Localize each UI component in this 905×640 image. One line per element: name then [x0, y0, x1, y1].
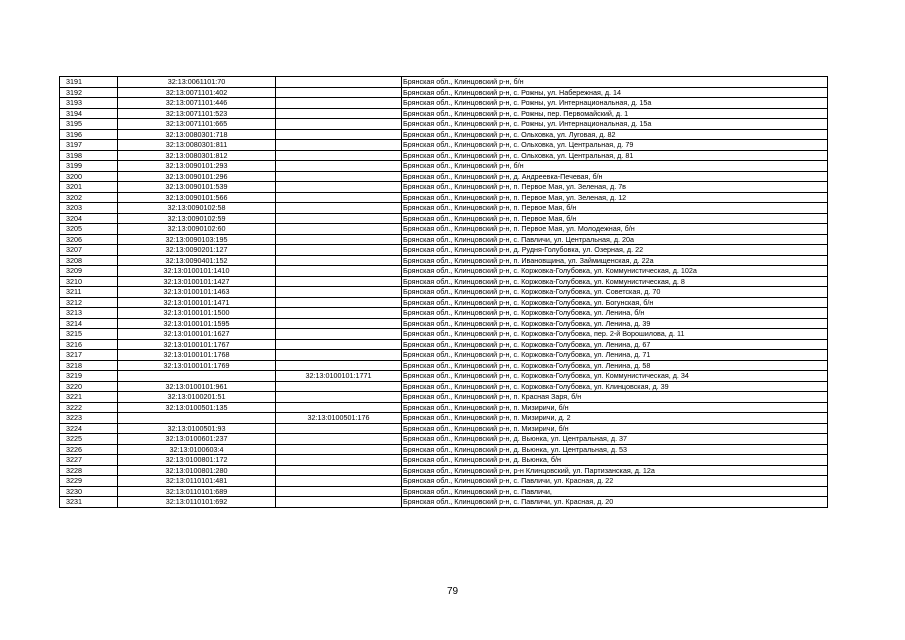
- cadastral-number-cell: 32:13:0110101:689: [118, 486, 276, 497]
- table-row: [60, 98, 828, 109]
- row-number-cell: 3209: [60, 266, 118, 277]
- secondary-cadastral-number-cell: [276, 119, 402, 130]
- secondary-cadastral-number-cell: [276, 255, 402, 266]
- table-row: [60, 140, 828, 151]
- row-number-cell: 3221: [60, 392, 118, 403]
- table-row: [60, 276, 828, 287]
- row-number-cell: 3228: [60, 465, 118, 476]
- cadastral-number-cell: 32:13:0100101:1500: [118, 308, 276, 319]
- secondary-cadastral-number-cell: [276, 360, 402, 371]
- address-cell: Брянская обл., Клинцовский р-н, п. Мизиричи, б/н: [402, 402, 828, 413]
- row-number-cell: 3218: [60, 360, 118, 371]
- table-row: [60, 381, 828, 392]
- cadastral-number-cell: 32:13:0090101:539: [118, 182, 276, 193]
- table-row: [60, 171, 828, 182]
- address-cell: Брянская обл., Клинцовский р-н, б/н: [402, 161, 828, 172]
- address-cell: Брянская обл., Клинцовский р-н, с. Ольховка, ул. Луговая, д. 82: [402, 129, 828, 140]
- row-number-cell: 3194: [60, 108, 118, 119]
- cadastral-number-cell: 32:13:0071101:665: [118, 119, 276, 130]
- table-row: [60, 308, 828, 319]
- row-number-cell: 3206: [60, 234, 118, 245]
- table-row: [60, 465, 828, 476]
- cadastral-number-cell: 32:13:0090102:58: [118, 203, 276, 214]
- row-number-cell: 3222: [60, 402, 118, 413]
- row-number-cell: 3229: [60, 476, 118, 487]
- secondary-cadastral-number-cell: [276, 266, 402, 277]
- secondary-cadastral-number-cell: [276, 161, 402, 172]
- secondary-cadastral-number-cell: [276, 392, 402, 403]
- cadastral-number-cell: 32:13:0100801:280: [118, 465, 276, 476]
- cadastral-number-cell: 32:13:0090101:296: [118, 171, 276, 182]
- cadastral-number-cell: 32:13:0090102:59: [118, 213, 276, 224]
- secondary-cadastral-number-cell: [276, 192, 402, 203]
- cadastral-number-cell: 32:13:0100101:1471: [118, 297, 276, 308]
- secondary-cadastral-number-cell: [276, 203, 402, 214]
- address-cell: Брянская обл., Клинцовский р-н, п. Ивановщина, ул. Займищенская, д. 22а: [402, 255, 828, 266]
- table-row: [60, 87, 828, 98]
- row-number-cell: 3213: [60, 308, 118, 319]
- cadastral-number-cell: 32:13:0100601:237: [118, 434, 276, 445]
- secondary-cadastral-number-cell: [276, 87, 402, 98]
- address-cell: Брянская обл., Клинцовский р-н, п. Первое Мая, б/н: [402, 203, 828, 214]
- secondary-cadastral-number-cell: [276, 213, 402, 224]
- secondary-cadastral-number-cell: [276, 381, 402, 392]
- table-row: [60, 255, 828, 266]
- row-number-cell: 3204: [60, 213, 118, 224]
- cadastral-number-cell: 32:13:0061101:70: [118, 77, 276, 88]
- table-row: [60, 234, 828, 245]
- row-number-cell: 3211: [60, 287, 118, 298]
- address-cell: Брянская обл., Клинцовский р-н, с. Коржовка-Голубовка, ул. Ленина, д. 39: [402, 318, 828, 329]
- table-row: [60, 266, 828, 277]
- secondary-cadastral-number-cell: [276, 140, 402, 151]
- cadastral-number-cell: 32:13:0100101:1767: [118, 339, 276, 350]
- row-number-cell: 3200: [60, 171, 118, 182]
- table-row: [60, 119, 828, 130]
- address-cell: Брянская обл., Клинцовский р-н, п. Красная Заря, б/н: [402, 392, 828, 403]
- table-row: [60, 318, 828, 329]
- address-cell: Брянская обл., Клинцовский р-н, с. Коржовка-Голубовка, ул. Ленина, д. 71: [402, 350, 828, 361]
- secondary-cadastral-number-cell: [276, 129, 402, 140]
- table-row: [60, 329, 828, 340]
- cadastral-number-cell: 32:13:0100101:1768: [118, 350, 276, 361]
- row-number-cell: 3217: [60, 350, 118, 361]
- secondary-cadastral-number-cell: [276, 182, 402, 193]
- address-cell: Брянская обл., Клинцовский р-н, р-н Клинцовский, ул. Партизанская, д. 12а: [402, 465, 828, 476]
- address-cell: Брянская обл., Клинцовский р-н, с. Павличи, ул. Красная, д. 22: [402, 476, 828, 487]
- cadastral-number-cell: 32:13:0100101:961: [118, 381, 276, 392]
- address-cell: Брянская обл., Клинцовский р-н, с. Коржовка-Голубовка, ул. Коммунистическая, д. 102а: [402, 266, 828, 277]
- secondary-cadastral-number-cell: 32:13:0100101:1771: [276, 371, 402, 382]
- cadastral-number-cell: [118, 413, 276, 424]
- table-row: [60, 486, 828, 497]
- secondary-cadastral-number-cell: [276, 224, 402, 235]
- table-row: [60, 413, 828, 424]
- address-cell: Брянская обл., Клинцовский р-н, с. Коржовка-Голубовка, ул. Ленина, д. 58: [402, 360, 828, 371]
- table-row: [60, 455, 828, 466]
- page-number: 79: [446, 586, 459, 597]
- address-cell: Брянская обл., Клинцовский р-н, с. Ольховка, ул. Центральная, д. 79: [402, 140, 828, 151]
- address-cell: Брянская обл., Клинцовский р-н, с. Рожны, ул. Набережная, д. 14: [402, 87, 828, 98]
- row-number-cell: 3196: [60, 129, 118, 140]
- secondary-cadastral-number-cell: [276, 444, 402, 455]
- secondary-cadastral-number-cell: [276, 234, 402, 245]
- cadastral-number-cell: 32:13:0090101:293: [118, 161, 276, 172]
- table-row: [60, 360, 828, 371]
- secondary-cadastral-number-cell: [276, 350, 402, 361]
- secondary-cadastral-number-cell: [276, 98, 402, 109]
- row-number-cell: 3193: [60, 98, 118, 109]
- address-cell: Брянская обл., Клинцовский р-н, с. Коржовка-Голубовка, ул. Советская, д. 70: [402, 287, 828, 298]
- address-cell: Брянская обл., Клинцовский р-н, п. Первое Мая, ул. Зеленая, д. 7в: [402, 182, 828, 193]
- address-cell: Брянская обл., Клинцовский р-н, д. Вьюнка, б/н: [402, 455, 828, 466]
- secondary-cadastral-number-cell: 32:13:0100501:176: [276, 413, 402, 424]
- cadastral-number-cell: 32:13:0071101:446: [118, 98, 276, 109]
- row-number-cell: 3231: [60, 497, 118, 508]
- table-row: [60, 182, 828, 193]
- row-number-cell: 3230: [60, 486, 118, 497]
- cadastral-table: [59, 76, 828, 508]
- cadastral-number-cell: 32:13:0080301:812: [118, 150, 276, 161]
- cadastral-number-cell: 32:13:0090401:152: [118, 255, 276, 266]
- address-cell: Брянская обл., Клинцовский р-н, с. Павличи, ул. Красная, д. 20: [402, 497, 828, 508]
- address-cell: Брянская обл., Клинцовский р-н, с. Коржовка-Голубовка, ул. Коммунистическая, д. 34: [402, 371, 828, 382]
- table-row: [60, 444, 828, 455]
- address-cell: Брянская обл., Клинцовский р-н, д. Рудня-Голубовка, ул. Озерная, д. 22: [402, 245, 828, 256]
- row-number-cell: 3227: [60, 455, 118, 466]
- cadastral-number-cell: 32:13:0110101:481: [118, 476, 276, 487]
- cadastral-number-cell: 32:13:0100101:1769: [118, 360, 276, 371]
- row-number-cell: 3202: [60, 192, 118, 203]
- address-cell: Брянская обл., Клинцовский р-н, с. Коржовка-Голубовка, ул. Богунская, б/н: [402, 297, 828, 308]
- table-row: [60, 161, 828, 172]
- secondary-cadastral-number-cell: [276, 339, 402, 350]
- secondary-cadastral-number-cell: [276, 486, 402, 497]
- secondary-cadastral-number-cell: [276, 455, 402, 466]
- table-row: [60, 350, 828, 361]
- cadastral-number-cell: 32:13:0100101:1627: [118, 329, 276, 340]
- table-row: [60, 297, 828, 308]
- secondary-cadastral-number-cell: [276, 497, 402, 508]
- secondary-cadastral-number-cell: [276, 245, 402, 256]
- address-cell: Брянская обл., Клинцовский р-н, б/н: [402, 77, 828, 88]
- row-number-cell: 3201: [60, 182, 118, 193]
- table-row: [60, 108, 828, 119]
- address-cell: Брянская обл., Клинцовский р-н, п. Мизиричи, д. 2: [402, 413, 828, 424]
- table-row: [60, 245, 828, 256]
- table-row: [60, 476, 828, 487]
- secondary-cadastral-number-cell: [276, 77, 402, 88]
- table-row: [60, 434, 828, 445]
- secondary-cadastral-number-cell: [276, 276, 402, 287]
- cadastral-number-cell: 32:13:0080301:718: [118, 129, 276, 140]
- row-number-cell: 3192: [60, 87, 118, 98]
- row-number-cell: 3224: [60, 423, 118, 434]
- row-number-cell: 3225: [60, 434, 118, 445]
- secondary-cadastral-number-cell: [276, 297, 402, 308]
- cadastral-number-cell: 32:13:0090101:566: [118, 192, 276, 203]
- table-row: [60, 371, 828, 382]
- address-cell: Брянская обл., Клинцовский р-н, с. Ольховка, ул. Центральная, д. 81: [402, 150, 828, 161]
- cadastral-number-cell: 32:13:0110101:692: [118, 497, 276, 508]
- address-cell: Брянская обл., Клинцовский р-н, с. Коржовка-Голубовка, пер. 2-й Ворошилова, д. 11: [402, 329, 828, 340]
- cadastral-number-cell: 32:13:0100501:93: [118, 423, 276, 434]
- table-row: [60, 423, 828, 434]
- address-cell: Брянская обл., Клинцовский р-н, с. Коржовка-Голубовка, ул. Ленина, б/н: [402, 308, 828, 319]
- table-row: [60, 77, 828, 88]
- address-cell: Брянская обл., Клинцовский р-н, п. Мизиричи, б/н: [402, 423, 828, 434]
- cadastral-number-cell: 32:13:0100201:51: [118, 392, 276, 403]
- address-cell: Брянская обл., Клинцовский р-н, д. Андреевка-Печевая, б/н: [402, 171, 828, 182]
- table-row: [60, 213, 828, 224]
- cadastral-number-cell: 32:13:0071101:402: [118, 87, 276, 98]
- row-number-cell: 3220: [60, 381, 118, 392]
- table-row: [60, 392, 828, 403]
- table-row: [60, 192, 828, 203]
- row-number-cell: 3214: [60, 318, 118, 329]
- row-number-cell: 3208: [60, 255, 118, 266]
- row-number-cell: 3195: [60, 119, 118, 130]
- address-cell: Брянская обл., Клинцовский р-н, с. Рожны, пер. Первомайский, д. 1: [402, 108, 828, 119]
- address-cell: Брянская обл., Клинцовский р-н, с. Рожны, ул. Интернациональная, д. 15а: [402, 119, 828, 130]
- secondary-cadastral-number-cell: [276, 434, 402, 445]
- row-number-cell: 3219: [60, 371, 118, 382]
- cadastral-number-cell: 32:13:0100101:1595: [118, 318, 276, 329]
- address-cell: Брянская обл., Клинцовский р-н, д. Вьюнка, ул. Центральная, д. 53: [402, 444, 828, 455]
- secondary-cadastral-number-cell: [276, 318, 402, 329]
- row-number-cell: 3223: [60, 413, 118, 424]
- secondary-cadastral-number-cell: [276, 329, 402, 340]
- cadastral-number-cell: 32:13:0100603:4: [118, 444, 276, 455]
- cadastral-number-cell: 32:13:0100101:1410: [118, 266, 276, 277]
- cadastral-number-cell: 32:13:0090102:60: [118, 224, 276, 235]
- row-number-cell: 3203: [60, 203, 118, 214]
- cadastral-number-cell: [118, 371, 276, 382]
- cadastral-number-cell: 32:13:0100101:1427: [118, 276, 276, 287]
- row-number-cell: 3197: [60, 140, 118, 151]
- row-number-cell: 3199: [60, 161, 118, 172]
- address-cell: Брянская обл., Клинцовский р-н, с. Коржовка-Голубовка, ул. Ленина, д. 67: [402, 339, 828, 350]
- table-row: [60, 402, 828, 413]
- address-cell: Брянская обл., Клинцовский р-н, с. Павличи,: [402, 486, 828, 497]
- address-cell: Брянская обл., Клинцовский р-н, с. Рожны, ул. Интернациональная, д. 15а: [402, 98, 828, 109]
- secondary-cadastral-number-cell: [276, 108, 402, 119]
- table-row: [60, 497, 828, 508]
- address-cell: Брянская обл., Клинцовский р-н, д. Вьюнка, ул. Центральная, д. 37: [402, 434, 828, 445]
- cadastral-number-cell: 32:13:0090201:127: [118, 245, 276, 256]
- secondary-cadastral-number-cell: [276, 287, 402, 298]
- row-number-cell: 3212: [60, 297, 118, 308]
- row-number-cell: 3215: [60, 329, 118, 340]
- row-number-cell: 3205: [60, 224, 118, 235]
- row-number-cell: 3216: [60, 339, 118, 350]
- row-number-cell: 3207: [60, 245, 118, 256]
- table-row: [60, 150, 828, 161]
- address-cell: Брянская обл., Клинцовский р-н, п. Первое Мая, ул. Молодежная, б/н: [402, 224, 828, 235]
- cadastral-table-body: [60, 77, 828, 508]
- cadastral-number-cell: 32:13:0100101:1463: [118, 287, 276, 298]
- address-cell: Брянская обл., Клинцовский р-н, с. Павличи, ул. Центральная, д. 20а: [402, 234, 828, 245]
- row-number-cell: 3210: [60, 276, 118, 287]
- secondary-cadastral-number-cell: [276, 171, 402, 182]
- row-number-cell: 3198: [60, 150, 118, 161]
- secondary-cadastral-number-cell: [276, 402, 402, 413]
- secondary-cadastral-number-cell: [276, 476, 402, 487]
- cadastral-number-cell: 32:13:0090103:195: [118, 234, 276, 245]
- table-row: [60, 339, 828, 350]
- secondary-cadastral-number-cell: [276, 465, 402, 476]
- table-row: [60, 203, 828, 214]
- row-number-cell: 3226: [60, 444, 118, 455]
- cadastral-number-cell: 32:13:0080301:811: [118, 140, 276, 151]
- table-row: [60, 287, 828, 298]
- row-number-cell: 3191: [60, 77, 118, 88]
- secondary-cadastral-number-cell: [276, 308, 402, 319]
- address-cell: Брянская обл., Клинцовский р-н, с. Коржовка-Голубовка, ул. Коммунистическая, д. 8: [402, 276, 828, 287]
- address-cell: Брянская обл., Клинцовский р-н, п. Первое Мая, ул. Зеленая, д. 12: [402, 192, 828, 203]
- secondary-cadastral-number-cell: [276, 423, 402, 434]
- address-cell: Брянская обл., Клинцовский р-н, с. Коржовка-Голубовка, ул. Клинцовская, д. 39: [402, 381, 828, 392]
- table-row: [60, 129, 828, 140]
- table-row: [60, 224, 828, 235]
- address-cell: Брянская обл., Клинцовский р-н, п. Первое Мая, б/н: [402, 213, 828, 224]
- cadastral-number-cell: 32:13:0071101:523: [118, 108, 276, 119]
- secondary-cadastral-number-cell: [276, 150, 402, 161]
- cadastral-number-cell: 32:13:0100801:172: [118, 455, 276, 466]
- cadastral-number-cell: 32:13:0100501:135: [118, 402, 276, 413]
